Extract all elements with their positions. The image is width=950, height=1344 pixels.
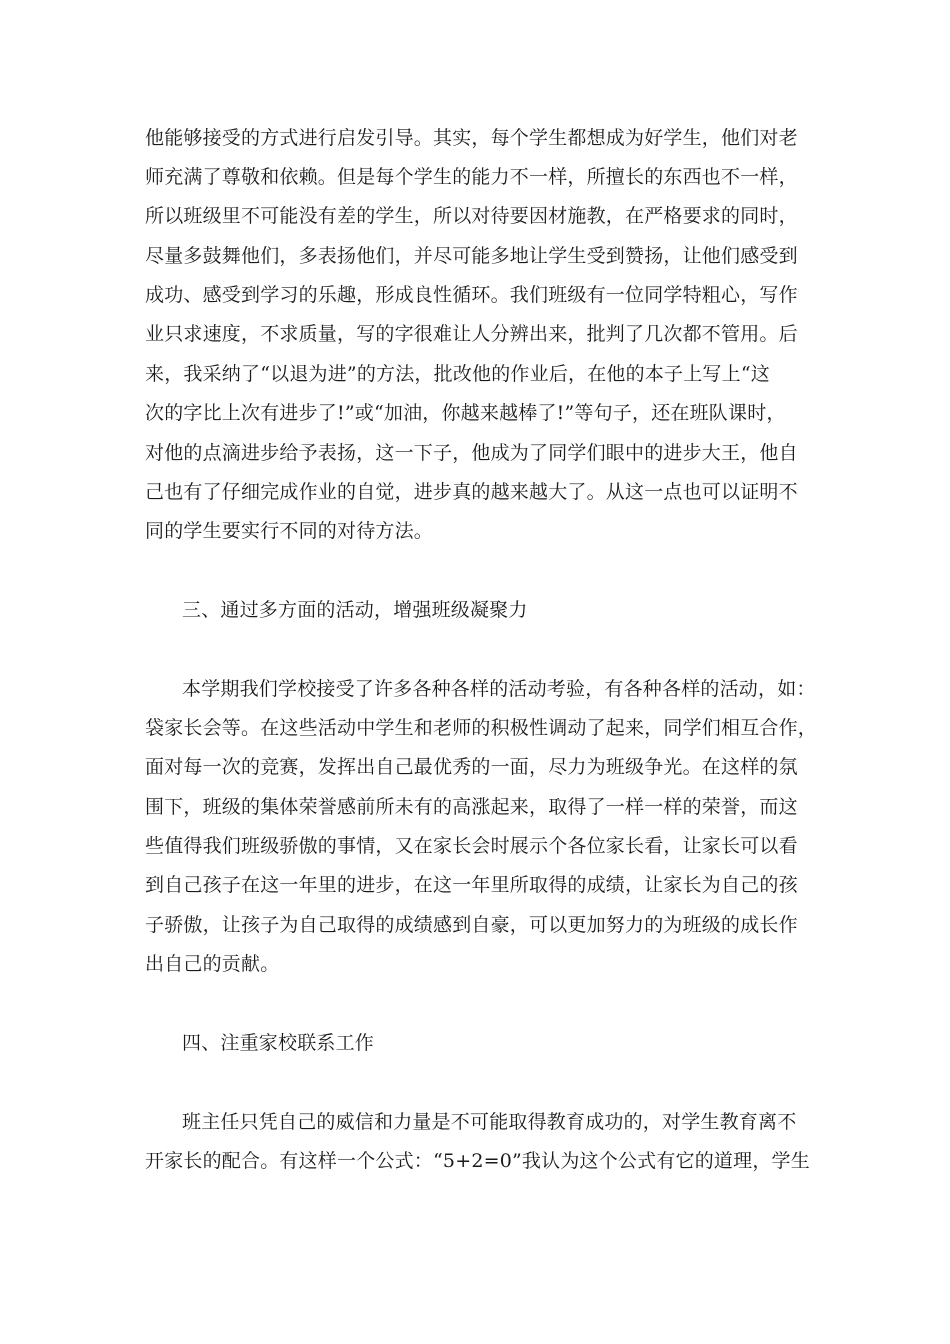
paragraph-line: 面对每一次的竞赛，发挥出自己最优秀的一面，尽力为班级争光。在这样的氛	[145, 756, 798, 778]
paragraph-line: 他能够接受的方式进行启发引导。其实，每个学生都想成为好学生，他们对老	[145, 127, 798, 149]
section-heading: 四、注重家校联系工作	[182, 1032, 375, 1054]
paragraph-line: 尽量多鼓舞他们，多表扬他们，并尽可能多地让学生受到赞扬，让他们感受到	[145, 245, 798, 267]
paragraph-line: 开家长的配合。有这样一个公式：“5+2=0”我认为这个公式有它的道理，学生	[145, 1150, 810, 1172]
paragraph-line: 子骄傲，让孩子为自己取得的成绩感到自豪，可以更加努力的为班级的成长作	[145, 914, 798, 936]
paragraph-line: 所以班级里不可能没有差的学生，所以对待要因材施教，在严格要求的同时，	[145, 205, 798, 227]
paragraph-line: 出自己的贡献。	[145, 953, 280, 975]
paragraph-line: 业只求速度，不求质量，写的字很难让人分辨出来，批判了几次都不管用。后	[145, 323, 798, 345]
paragraph-line: 围下，班级的集体荣誉感前所未有的高涨起来，取得了一样一样的荣誉，而这	[145, 796, 798, 818]
paragraph-line: 同的学生要实行不同的对待方法。	[145, 520, 434, 542]
paragraph-line: 师充满了尊敬和依赖。但是每个学生的能力不一样，所擅长的东西也不一样，	[145, 166, 798, 188]
paragraph-line: 到自己孩子在这一年里的进步，在这一年里所取得的成绩，让家长为自己的孩	[145, 874, 798, 896]
paragraph-line: 来，我采纳了“以退为进”的方法，批改他的作业后，在他的本子上写上“这	[145, 363, 770, 385]
paragraph-line: 对他的点滴进步给予表扬，这一下子，他成为了同学们眼中的进步大王，他自	[145, 442, 798, 464]
paragraph-line: 己也有了仔细完成作业的自觉，进步真的越来越大了。从这一点也可以证明不	[145, 481, 798, 503]
paragraph-line: 班主任只凭自己的威信和力量是不可能取得教育成功的，对学生教育离不	[182, 1111, 797, 1133]
section-heading: 三、通过多方面的活动，增强班级凝聚力	[182, 599, 528, 621]
paragraph-line: 本学期我们学校接受了许多各种各样的活动考验，有各种各样的活动，如：	[182, 678, 816, 700]
paragraph-line: 些值得我们班级骄傲的事情，又在家长会时展示个各位家长看，让家长可以看	[145, 835, 798, 857]
paragraph-line: 次的字比上次有进步了!”或“加油，你越来越棒了!”等句子，还在班队课时，	[145, 402, 786, 424]
paragraph-line: 袋家长会等。在这些活动中学生和老师的积极性调动了起来，同学们相互合作，	[145, 717, 818, 739]
paragraph-line: 成功、感受到学习的乐趣，形成良性循环。我们班级有一位同学特粗心，写作	[145, 284, 798, 306]
